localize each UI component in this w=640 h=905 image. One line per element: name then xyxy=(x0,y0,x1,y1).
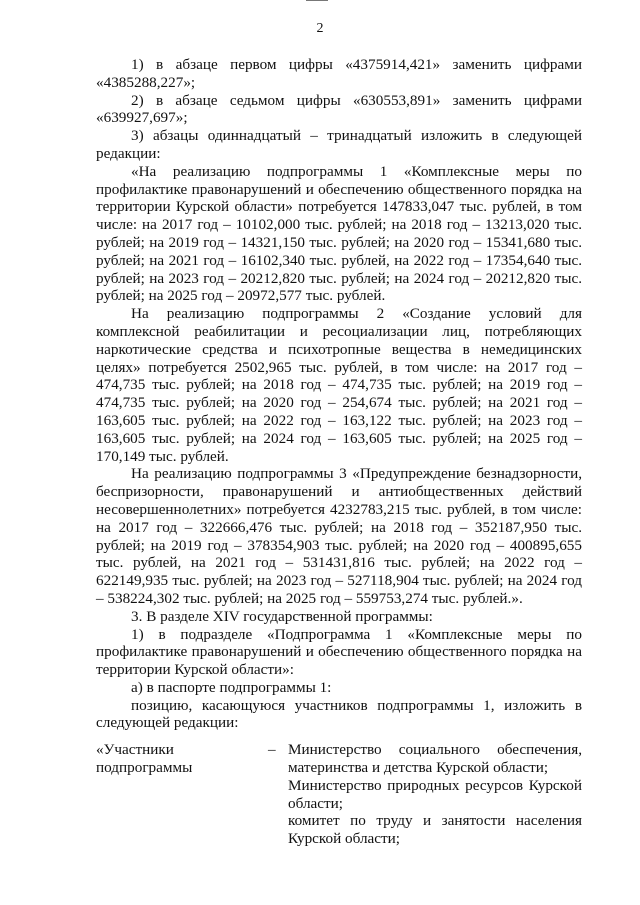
paragraph-1: 1) в абзаце первом цифры «4375914,421» заменить цифрами «4385288,227»; xyxy=(96,56,582,91)
paragraph-2: 2) в абзаце седьмом цифры «630553,891» заменить цифрами «639927,697»; xyxy=(96,91,582,127)
paragraph-7: 3. В разделе XIV государственной программы: xyxy=(131,607,433,625)
document-body xyxy=(96,56,582,848)
table-dash: – xyxy=(268,741,276,759)
paragraph-6: На реализацию подпрограммы 3 «Предупреждение безнадзорности, беспризорности, правонарушений и антиобщественных действий несовершеннолетних» потребуется 4232783,215 тыс. рублей, в том числе: на 2017 год – 322666,476 тыс. рублей; на 2018 год – 352187,950 тыс. рублей; на 2019 год – 378354,903 тыс. рублей; на 2020 год – 400895,655 тыс. рублей, на 2021 год – 531431,816 тыс. рублей; на 2022 год – 622149,935 тыс. рублей; на 2023 год – 527118,904 тыс. рублей; на 2024 год – 538224,302 тыс. рублей; на 2025 год – 559753,274 тыс. рублей.». xyxy=(96,465,582,607)
page-number: 2 xyxy=(316,21,324,36)
participant-item: комитет по труду и занятости населения Курской области; xyxy=(288,812,582,848)
paragraph-9: а) в паспорте подпрограммы 1: xyxy=(131,678,332,696)
paragraph-8: 1) в подразделе «Подпрограмма 1 «Комплексные меры по профилактике правонарушений и обеспечению общественного порядка на территории Курской области»: xyxy=(96,625,582,679)
participant-item: Министерство природных ресурсов Курской области; xyxy=(288,776,582,812)
paragraph-10: позицию, касающуюся участников подпрограммы 1, изложить в следующей редакции: xyxy=(96,696,582,732)
participants-list xyxy=(288,741,582,848)
paragraph-4: «На реализацию подпрограммы 1 «Комплексные меры по профилактике правонарушений и обеспечению общественного порядка на территории Курской области» потребуется 147833,047 тыс. рублей, в том числе: на 2017 год – 10102,000 тыс. рублей; на 2018 год – 13213,020 тыс. рублей; на 2019 год – 14321,150 тыс. рублей; на 2020 год – 15341,680 тыс. рублей; на 2021 год – 16102,340 тыс. рублей, на 2022 год – 17354,640 тыс. рублей; на 2023 год – 20212,820 тыс. рублей; на 2024 год – 20212,820 тыс. рублей; на 2025 год – 20972,577 тыс. рублей. xyxy=(96,162,582,305)
participants-table-row xyxy=(96,741,582,848)
paragraph-5: На реализацию подпрограммы 2 «Создание условий для комплексной реабилитации и ресоциализации лиц, потребляющих наркотические средства и психотропные вещества в немедицинских целях» потребуется 2502,965 тыс. рублей, в том числе: на 2017 год – 474,735 тыс. рублей; на 2018 год – 474,735 тыс. рублей; на 2019 год – 474,735 тыс. рублей; на 2020 год – 254,674 тыс. рублей; на 2021 год – 163,605 тыс. рублей; на 2022 год – 163,122 тыс. рублей; на 2023 год – 163,605 тыс. рублей; на 2024 год – 163,605 тыс. рублей; на 2025 год – 170,149 тыс. рублей. xyxy=(96,305,582,465)
top-edge-mark xyxy=(306,0,328,1)
participant-item: Министерство социального обеспечения, материнства и детства Курской области; xyxy=(288,741,582,777)
participants-label: «Участники подпрограммы xyxy=(96,741,193,777)
paragraph-3: 3) абзацы одиннадцатый – тринадцатый изложить в следующей редакции: xyxy=(96,127,582,162)
